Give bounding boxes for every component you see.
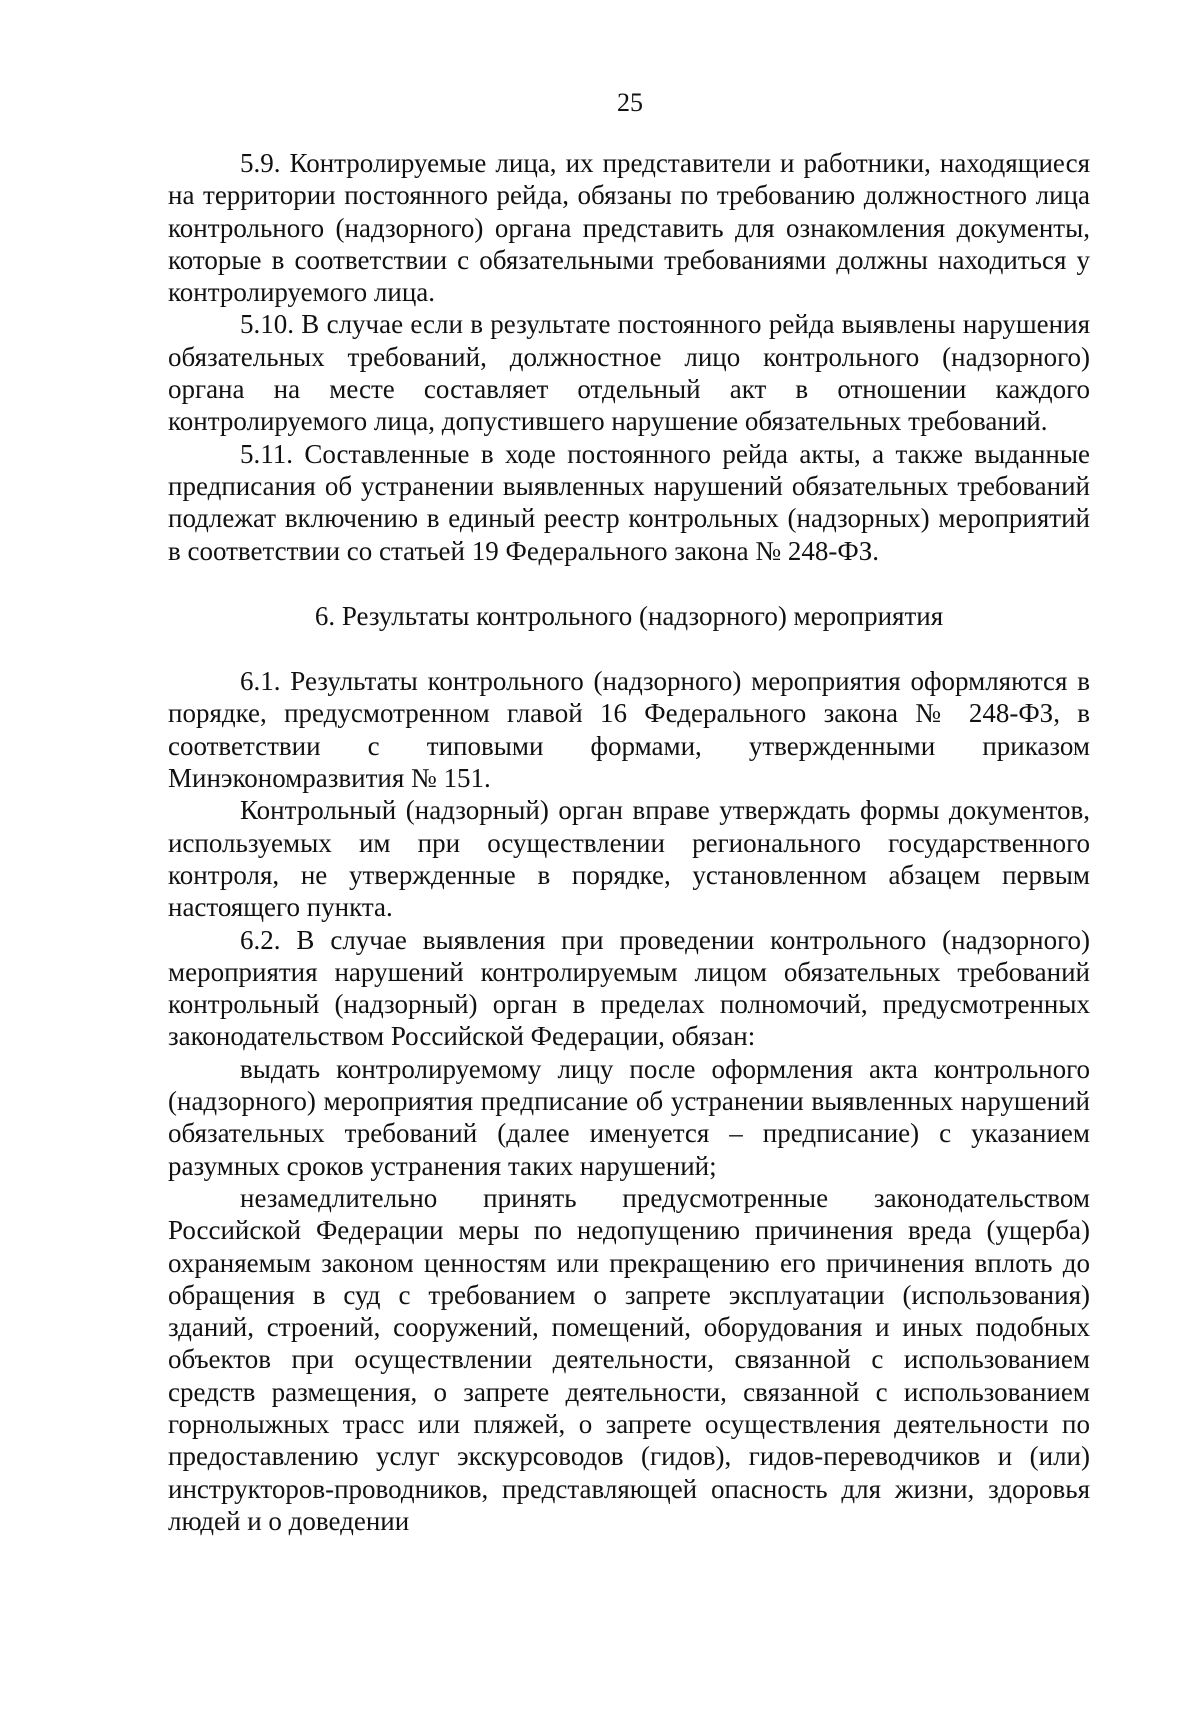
- document-body: [168, 147, 1090, 1537]
- paragraph-5-11: 5.11. Составленные в ходе постоянного рейда акты, а также выданные предписания об устранении выявленных нарушений обязательных требований подлежат включению в единый реестр контрольных (надзорных) мероприятий в соответствии со статьей 19 Федерального закона № 248-ФЗ.: [168, 438, 1090, 566]
- paragraph-5-10: 5.10. В случае если в результате постоянного рейда выявлены нарушения обязательных требований, должностное лицо контрольного (надзорного) органа на месте составляет отдельный акт в отношении каждого контролируемого лица, допустившего нарушение обязательных требований.: [168, 309, 1090, 437]
- page-number: 25: [617, 88, 643, 117]
- paragraph-6-2-issue-order: выдать контролируемому лицу после оформления акта контрольного (надзорного) мероприятия предписание об устранении выявленных нарушений обязательных требований (далее именуется – предписание) с указанием разумных сроков устранения таких нарушений;: [168, 1053, 1090, 1181]
- section-heading-6: 6. Результаты контрольного (надзорного) мероприятия: [314, 600, 944, 631]
- paragraph-6-2-take-measures: незамедлительно принять предусмотренные законодательством Российской Федерации меры по недопущению причинения вреда (ущерба) охраняемым законом ценностям или прекращению его причинения вплоть до обращения в суд с требованием о запрете эксплуатации (использования) зданий, строений, сооружений, помещений, оборудования и иных подобных объектов при осуществлении деятельности, связанной с использованием средств размещения, о запрете деятельности, связанной с использованием горнолыжных трасс или пляжей, о запрете осуществления деятельности по предоставлению услуг экскурсоводов (гидов), гидов-переводчиков и (или) инструкторов-проводников, представляющей опасность для жизни, здоровья людей и о доведении: [168, 1182, 1090, 1536]
- paragraph-6-2: 6.2. В случае выявления при проведении контрольного (надзорного) мероприятия нарушений контролируемым лицом обязательных требований контрольный (надзорный) орган в пределах полномочий, предусмотренных законодательством Российской Федерации, обязан:: [168, 924, 1090, 1052]
- paragraph-5-9: 5.9. Контролируемые лица, их представители и работники, находящиеся на территории постоянного рейда, обязаны по требованию должностного лица контрольного (надзорного) органа представить для ознакомления документы, которые в соответствии с обязательными требованиями должны находиться у контролируемого лица.: [168, 148, 1090, 308]
- paragraph-6-1-forms: Контрольный (надзорный) орган вправе утверждать формы документов, используемых им при осуществлении регионального государственного контроля, не утвержденные в порядке, установленном абзацем первым настоящего пункта.: [168, 795, 1090, 923]
- paragraph-6-1: 6.1. Результаты контрольного (надзорного) мероприятия оформляются в порядке, предусмотренном главой 16 Федерального закона № 248-ФЗ, в соответствии с типовыми формами, утвержденными приказом Минэкономразвития № 151.: [168, 666, 1090, 794]
